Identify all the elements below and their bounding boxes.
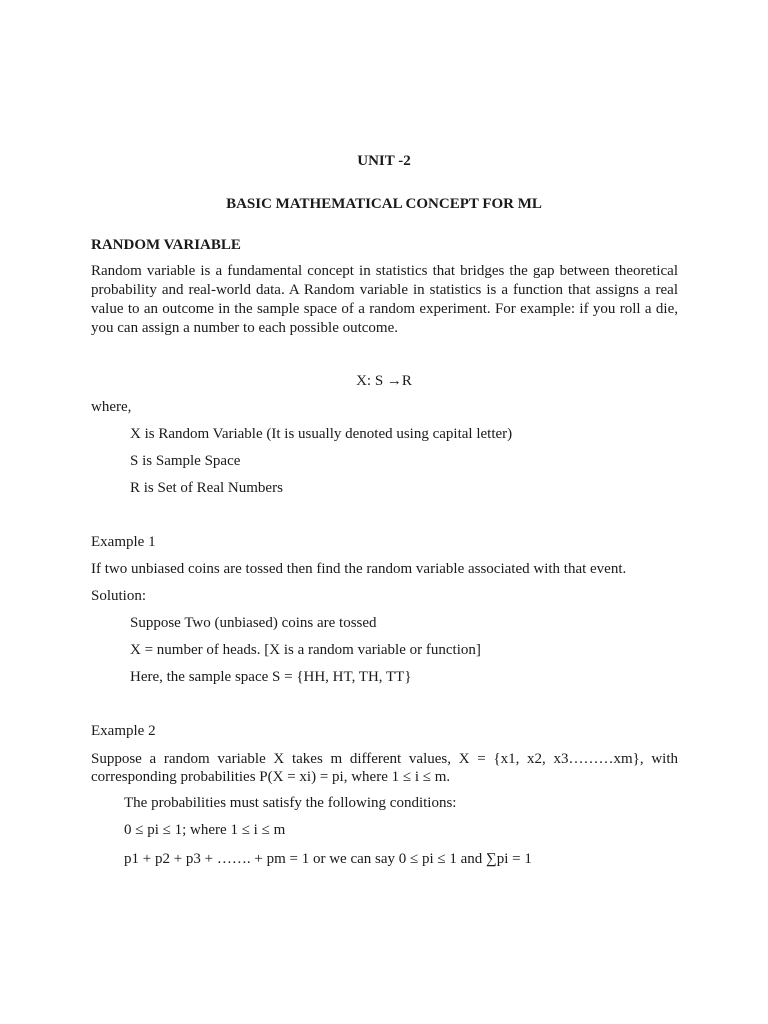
where-label: where, <box>91 399 132 415</box>
condition-1: 0 ≤ pi ≤ 1; where 1 ≤ i ≤ m <box>124 822 286 838</box>
definition-x: X is Random Variable (It is usually denoted using capital letter) <box>130 426 513 442</box>
section-heading-random-variable: RANDOM VARIABLE <box>91 237 241 253</box>
solution-step-3: Here, the sample space S = {HH, HT, TH, TT} <box>130 669 412 685</box>
condition-2: p1 + p2 + p3 + ……. + pm = 1 or we can say 0 ≤ pi ≤ 1 and ∑pi = 1 <box>124 851 532 867</box>
example2-text: Suppose a random variable X takes m different values, X = {x1, x2, x3………xm}, with corresponding probabilities P(X = xi) = pi, where 1 ≤ i ≤ m. <box>91 751 678 785</box>
solution-step-1: Suppose Two (unbiased) coins are tossed <box>130 615 377 631</box>
page-title: BASIC MATHEMATICAL CONCEPT FOR ML <box>226 196 542 212</box>
example1-title: Example 1 <box>91 534 156 550</box>
definition-s: S is Sample Space <box>130 453 241 469</box>
definition-r: R is Set of Real Numbers <box>130 480 283 496</box>
solution-step-2: X = number of heads. [X is a random variable or function] <box>130 642 481 658</box>
example2-title: Example 2 <box>91 723 156 739</box>
formula: X: S →R <box>356 373 412 389</box>
example1-question: If two unbiased coins are tossed then find the random variable associated with that event. <box>91 561 627 577</box>
conditions-intro: The probabilities must satisfy the following conditions: <box>124 795 457 811</box>
intro-paragraph: Random variable is a fundamental concept in statistics that bridges the gap between theoretical probability and real-world data. A Random variable in statistics is a function that assigns a real value to an outcome in the sample space of a random experiment. For example: if you roll a die, you can assign a number to each possible outcome. <box>91 263 678 336</box>
solution-label: Solution: <box>91 588 147 604</box>
unit-label: UNIT -2 <box>357 153 411 169</box>
